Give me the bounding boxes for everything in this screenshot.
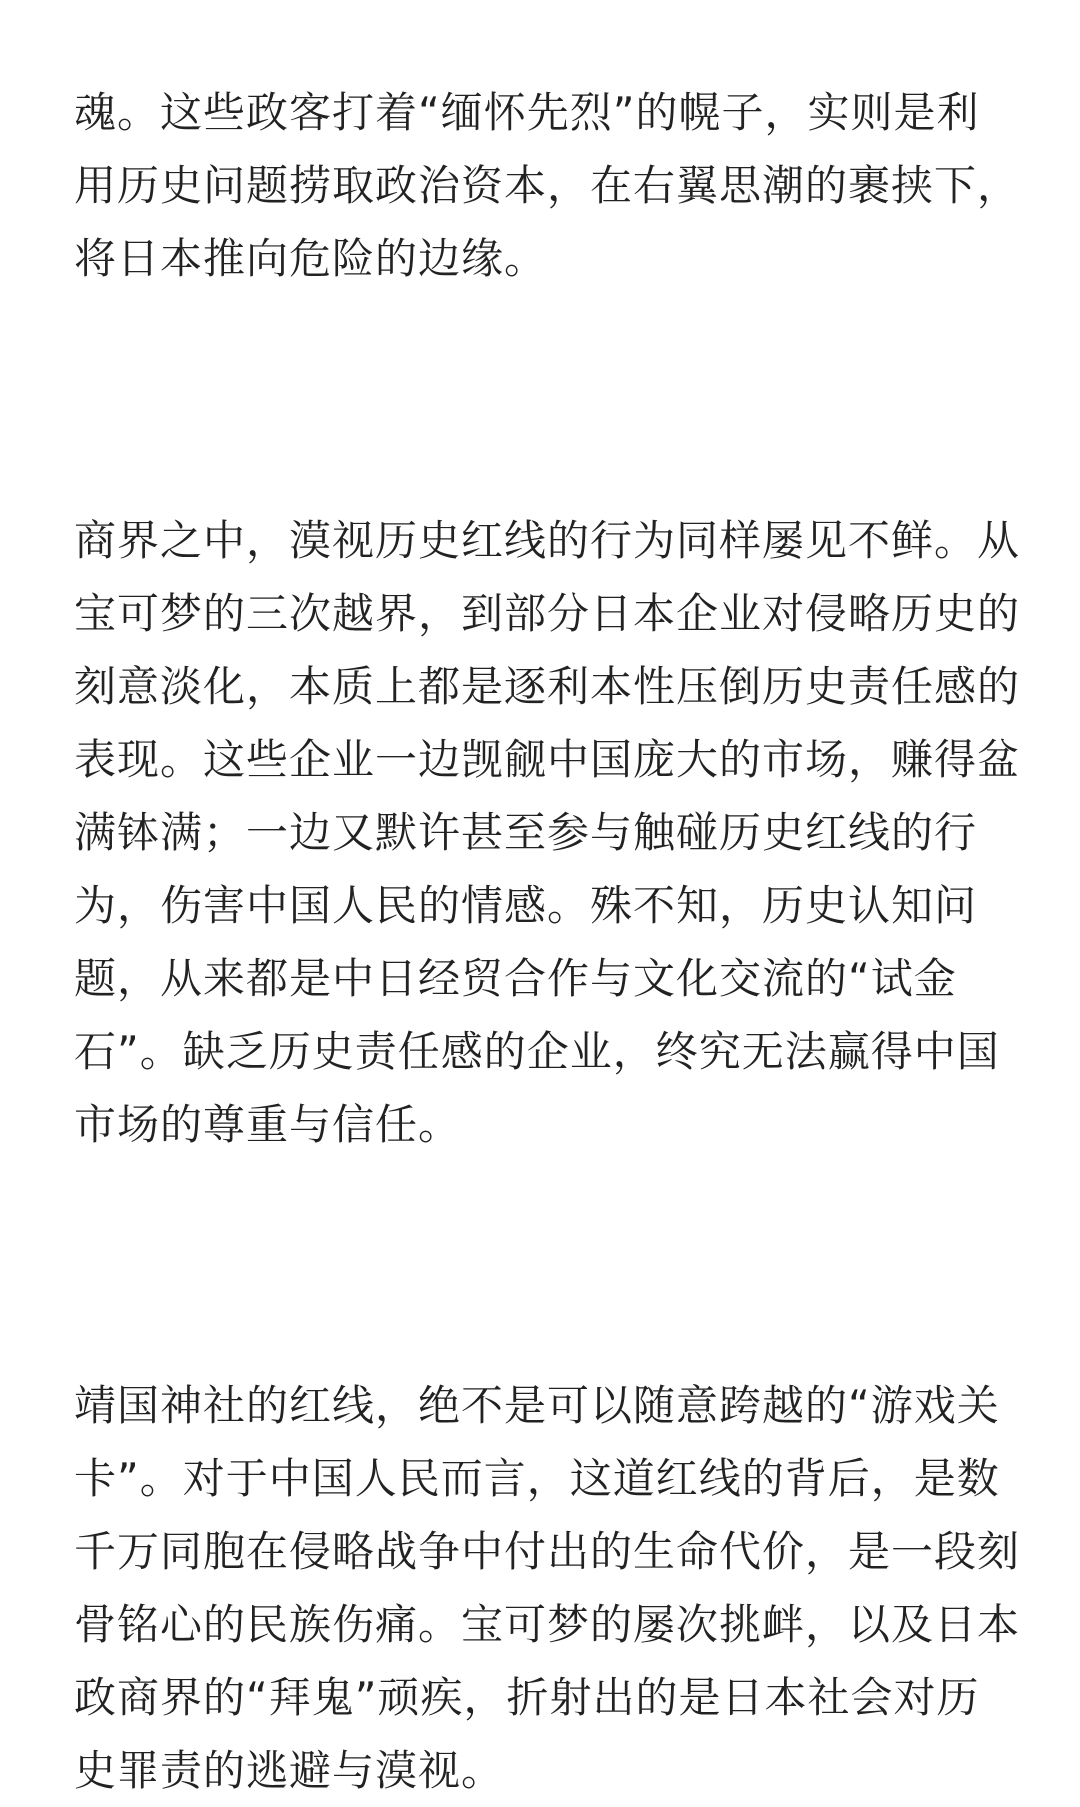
paragraph-spacer [74, 1161, 1014, 1369]
text-line: 为，伤害中国人民的情感。殊不知，历史认知问 [74, 881, 978, 930]
text-line: 骨铭心的民族伤痛。宝可梦的屡次挑衅，以及日本 [74, 1600, 1021, 1649]
paragraph-3 [74, 1369, 1021, 1807]
text-line: 满钵满；一边又默许甚至参与触碰历史红线的行 [74, 808, 978, 857]
text-line: 史罪责的逃避与漠视。 [74, 1746, 505, 1795]
paragraph-1 [74, 76, 1021, 295]
article-body [74, 76, 1021, 1807]
text-line: 商界之中，漠视历史红线的行为同样屡见不鲜。从 [74, 516, 1021, 565]
text-line: 靖国神社的红线，绝不是可以随意跨越的“游戏关 [74, 1381, 1000, 1430]
paragraph-2 [74, 504, 1021, 1161]
text-line: 魂。这些政客打着“缅怀先烈”的幌子，实则是利 [74, 88, 980, 137]
paragraph-spacer [74, 295, 1014, 504]
text-line: 宝可梦的三次越界，到部分日本企业对侵略历史的 [74, 589, 1021, 638]
text-line: 题，从来都是中日经贸合作与文化交流的“试金 [74, 954, 957, 1003]
text-line: 刻意淡化，本质上都是逐利本性压倒历史责任感的 [74, 662, 1021, 711]
text-line: 政商界的“拜鬼”顽疾，折射出的是日本社会对历 [74, 1673, 980, 1722]
text-line: 石”。缺乏历史责任感的企业，终究无法赢得中国 [74, 1027, 1000, 1076]
text-line: 表现。这些企业一边觊觎中国庞大的市场，赚得盆 [74, 735, 1021, 784]
text-line: 将日本推向危险的边缘。 [74, 234, 548, 283]
text-line: 用历史问题捞取政治资本，在右翼思潮的裹挟下， [74, 161, 1021, 210]
text-line: 市场的尊重与信任。 [74, 1100, 462, 1149]
text-line: 千万同胞在侵略战争中付出的生命代价，是一段刻 [74, 1527, 1021, 1576]
text-line: 卡”。对于中国人民而言，这道红线的背后，是数 [74, 1454, 1000, 1503]
